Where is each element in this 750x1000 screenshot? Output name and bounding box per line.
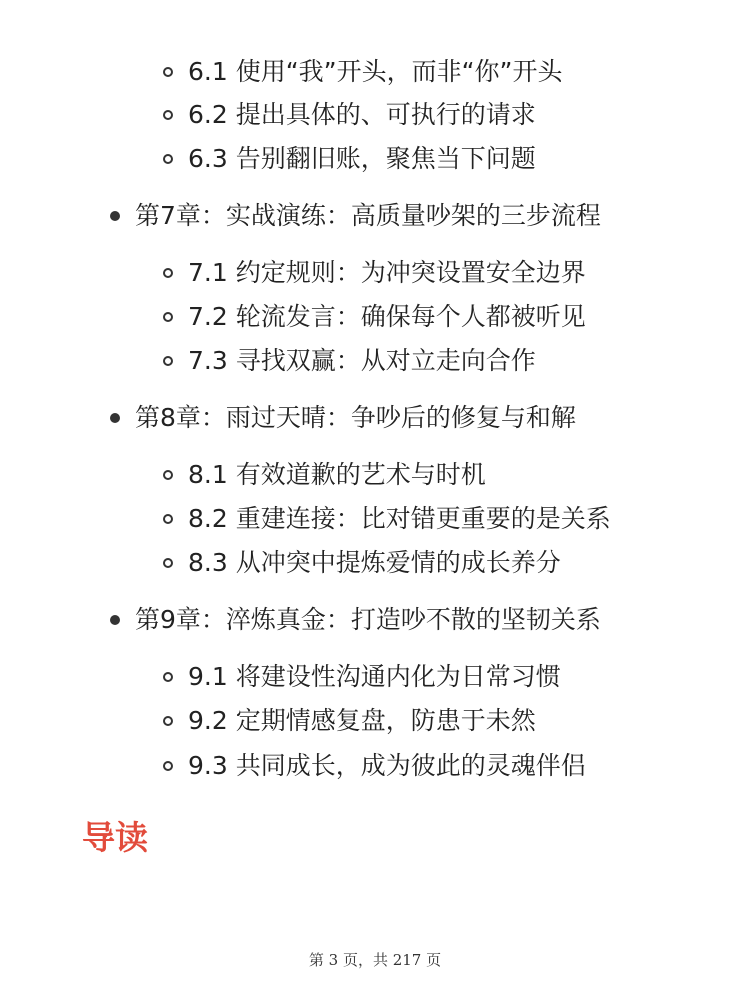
- toc-subitem-text: 9.3 共同成长，成为彼此的灵魂伴侣: [188, 751, 586, 780]
- toc-subitem-6-1: [163, 55, 563, 89]
- toc-chapter-8: [110, 401, 576, 435]
- toc-subitem-7-3: [163, 344, 536, 378]
- toc-subitem-7-1: [163, 256, 586, 290]
- toc-subitem-9-3: [163, 749, 586, 783]
- toc-chapter-text: 第9章：淬炼真金：打造吵不散的坚韧关系: [135, 605, 601, 634]
- toc-subitem-text: 8.2 重建连接：比对错更重要的是关系: [188, 504, 611, 533]
- filled-bullet-icon: [110, 413, 120, 423]
- toc-subitem-text: 7.1 约定规则：为冲突设置安全边界: [188, 258, 586, 287]
- hollow-bullet-icon: [163, 110, 173, 120]
- hollow-bullet-icon: [163, 558, 173, 568]
- hollow-bullet-icon: [163, 470, 173, 480]
- toc-subitem-9-1: [163, 660, 561, 694]
- hollow-bullet-icon: [163, 716, 173, 726]
- toc-subitem-8-3: [163, 546, 561, 580]
- toc-subitem-6-2: [163, 98, 536, 132]
- hollow-bullet-icon: [163, 356, 173, 366]
- toc-subitem-text: 8.3 从冲突中提炼爱情的成长养分: [188, 548, 561, 577]
- toc-subitem-text: 6.1 使用“我”开头，而非“你”开头: [188, 57, 563, 86]
- toc-subitem-text: 9.1 将建设性沟通内化为日常习惯: [188, 662, 561, 691]
- section-heading: 导读: [82, 818, 148, 857]
- page-number-footer: 第 3 页，共 217 页: [308, 951, 442, 969]
- toc-subitem-6-3: [163, 142, 536, 176]
- toc-chapter-text: 第7章：实战演练：高质量吵架的三步流程: [135, 201, 601, 230]
- hollow-bullet-icon: [163, 268, 173, 278]
- toc-chapter-text: 第8章：雨过天晴：争吵后的修复与和解: [135, 403, 576, 432]
- toc-subitem-7-2: [163, 300, 586, 334]
- toc-subitem-9-2: [163, 704, 536, 738]
- toc-subitem-8-2: [163, 502, 611, 536]
- toc-subitem-text: 6.2 提出具体的、可执行的请求: [188, 100, 536, 129]
- hollow-bullet-icon: [163, 312, 173, 322]
- toc-subitem-text: 8.1 有效道歉的艺术与时机: [188, 460, 486, 489]
- filled-bullet-icon: [110, 615, 120, 625]
- hollow-bullet-icon: [163, 514, 173, 524]
- hollow-bullet-icon: [163, 67, 173, 77]
- toc-subitem-text: 7.2 轮流发言：确保每个人都被听见: [188, 302, 586, 331]
- toc-subitem-text: 6.3 告别翻旧账，聚焦当下问题: [188, 144, 536, 173]
- hollow-bullet-icon: [163, 672, 173, 682]
- toc-subitem-8-1: [163, 458, 486, 492]
- hollow-bullet-icon: [163, 154, 173, 164]
- toc-chapter-7: [110, 199, 601, 233]
- toc-chapter-9: [110, 603, 601, 637]
- filled-bullet-icon: [110, 211, 120, 221]
- hollow-bullet-icon: [163, 761, 173, 771]
- toc-subitem-text: 7.3 寻找双赢：从对立走向合作: [188, 346, 536, 375]
- toc-subitem-text: 9.2 定期情感复盘，防患于未然: [188, 706, 536, 735]
